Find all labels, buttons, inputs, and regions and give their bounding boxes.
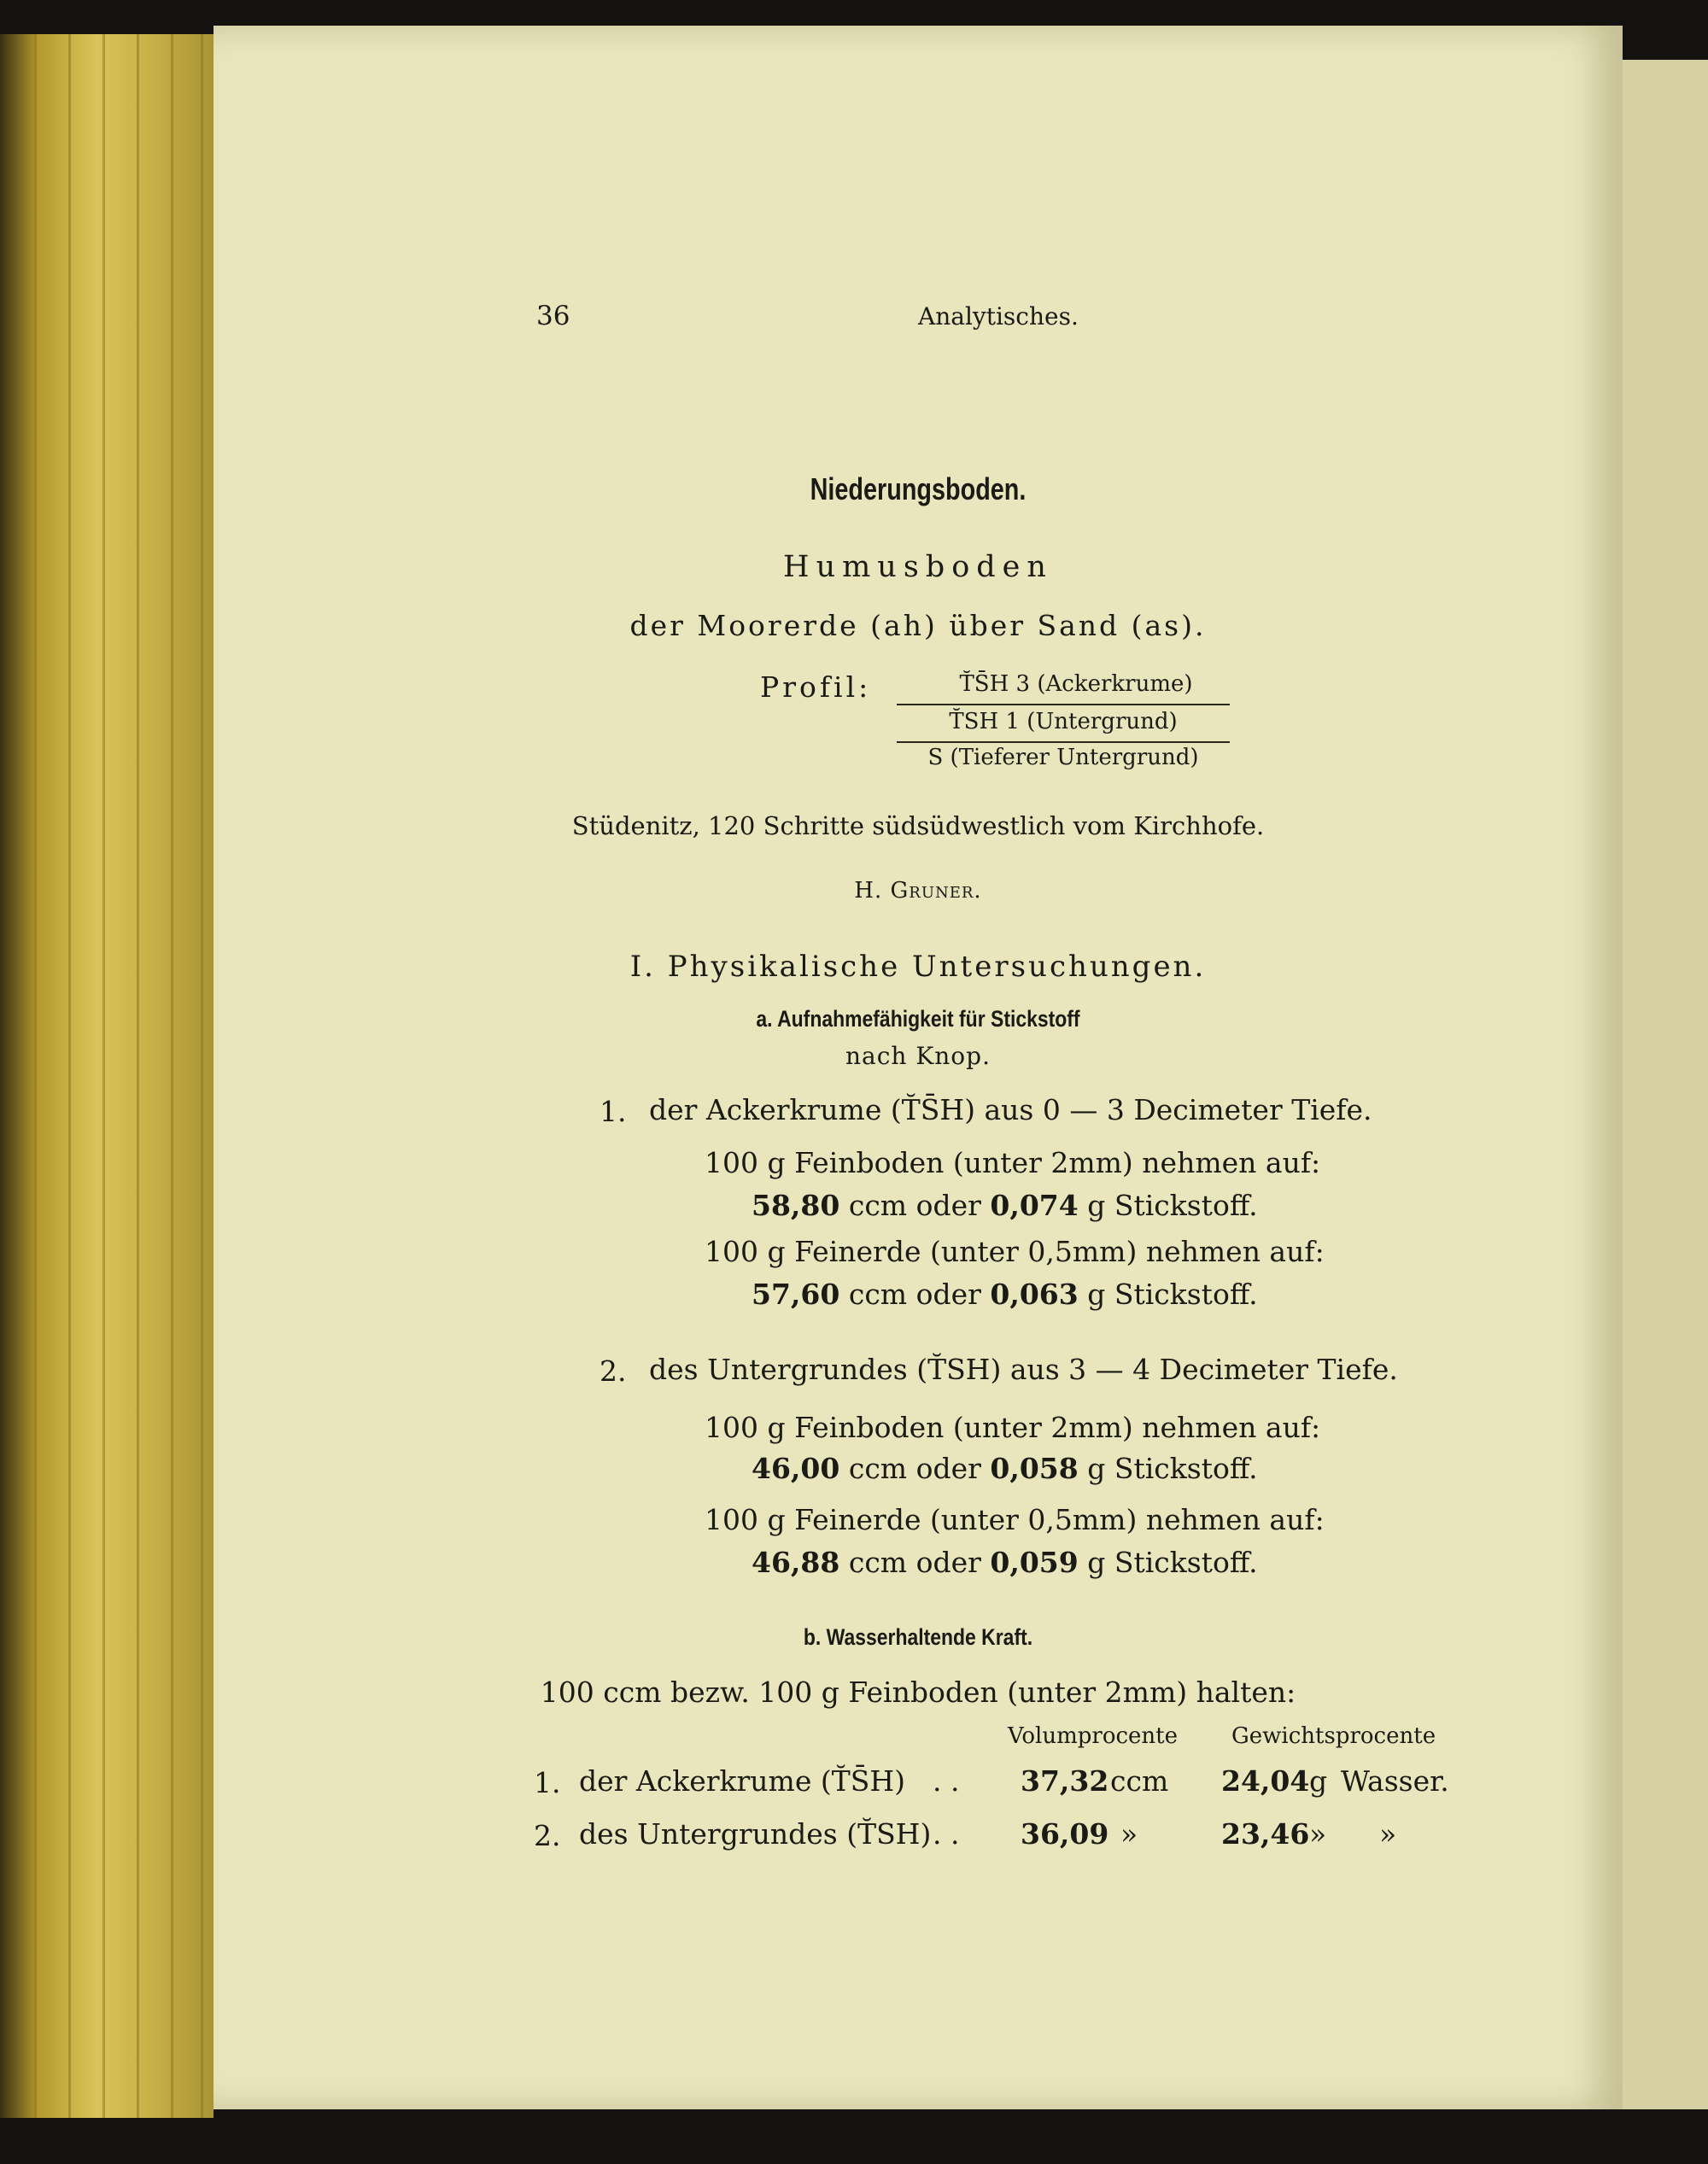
gram-value: 0,074 (990, 1189, 1079, 1222)
ccm-unit-text: ccm oder (848, 1278, 981, 1311)
volume-value: 37,32 (1021, 1764, 1109, 1798)
running-title: Analytisches. (918, 302, 1079, 330)
measurement-intro: 100 g Feinboden (unter 2mm) nehmen auf: (705, 1146, 1321, 1179)
ccm-value: 46,00 (752, 1452, 840, 1485)
weight-unit: » (1309, 1817, 1327, 1851)
table-row-number: 2. (534, 1819, 561, 1852)
volume-unit: ccm (1110, 1764, 1169, 1798)
profile-fraction-line (897, 704, 1230, 705)
profile-layer-3: S (Tieferer Untergrund) (927, 745, 1199, 770)
column-header-weight: Gewichtsprocente (1231, 1723, 1436, 1749)
measurement-intro: 100 g Feinerde (unter 0,5mm) nehmen auf: (705, 1503, 1325, 1536)
measurement-result (752, 1278, 1258, 1311)
measurement-result (752, 1189, 1258, 1222)
book-page-edges (0, 34, 214, 2118)
table-row-dots: . . (933, 1764, 960, 1798)
subsection-b-title: b. Wasserhaltende Kraft. (803, 1624, 1033, 1650)
gram-value: 0,063 (990, 1278, 1079, 1311)
gram-unit-text: g Stickstoff. (1087, 1546, 1258, 1579)
volume-unit: » (1120, 1817, 1138, 1851)
item-number: 1. (600, 1095, 627, 1128)
subsection-a-method: nach Knop. (845, 1042, 991, 1070)
item-heading: der Ackerkrume (T̆S̄H) aus 0 — 3 Decimeter Tiefe. (649, 1093, 1372, 1126)
table-row-name: des Untergrundes (T̆SH) (579, 1817, 932, 1851)
measurement-intro: 100 g Feinboden (unter 2mm) nehmen auf: (705, 1411, 1321, 1444)
weight-value: 24,04 (1221, 1764, 1310, 1798)
measurement-intro: 100 g Feinerde (unter 0,5mm) nehmen auf: (705, 1235, 1325, 1268)
row-end-text: » (1379, 1817, 1397, 1851)
gram-value: 0,058 (990, 1452, 1079, 1485)
ccm-unit-text: ccm oder (848, 1452, 981, 1485)
profile-label: Profil: (760, 670, 872, 704)
table-row-number: 1. (534, 1766, 561, 1799)
ccm-unit-text: ccm oder (848, 1189, 981, 1222)
gram-unit-text: g Stickstoff. (1087, 1452, 1258, 1485)
soil-type: Humusboden (783, 550, 1053, 584)
subsection-b-intro: 100 ccm bezw. 100 g Feinboden (unter 2mm) halten: (540, 1676, 1296, 1709)
column-header-volume: Volumprocente (1008, 1723, 1179, 1749)
profile-fraction-line-2 (897, 741, 1230, 743)
profile-layer-1: T̆S̄H 3 (Ackerkrume) (959, 671, 1193, 697)
weight-value: 23,46 (1221, 1817, 1310, 1851)
ccm-value: 57,60 (752, 1278, 840, 1311)
gram-value: 0,059 (990, 1546, 1079, 1579)
document-page (214, 26, 1623, 2109)
location-note: Stüdenitz, 120 Schritte südsüdwestlich vom Kirchhofe. (571, 811, 1265, 840)
table-row-dots: . . (933, 1817, 960, 1851)
table-row-name: der Ackerkrume (T̆S̄H) (579, 1764, 906, 1798)
part-heading: I. Physikalische Untersuchungen. (629, 950, 1207, 984)
adjacent-page (1623, 60, 1708, 2109)
item-number: 2. (600, 1354, 627, 1388)
section-title: Niederungsboden. (810, 471, 1027, 506)
weight-unit: g (1309, 1764, 1328, 1798)
gram-unit-text: g Stickstoff. (1087, 1189, 1258, 1222)
gram-unit-text: g Stickstoff. (1087, 1278, 1258, 1311)
row-end-text: Wasser. (1341, 1764, 1449, 1798)
volume-value: 36,09 (1021, 1817, 1109, 1851)
measurement-result (752, 1452, 1258, 1485)
ccm-value: 46,88 (752, 1546, 840, 1579)
subsection-a-title: a. Aufnahmefähigkeit für Stickstoff (756, 1006, 1080, 1032)
page-number: 36 (536, 301, 570, 331)
item-heading: des Untergrundes (T̆SH) aus 3 — 4 Decimeter Tiefe. (649, 1353, 1398, 1386)
ccm-unit-text: ccm oder (848, 1546, 981, 1579)
measurement-result (752, 1546, 1258, 1579)
author-name: H. Gruner. (854, 878, 982, 904)
soil-subtitle: der Moorerde (ah) über Sand (as). (629, 609, 1207, 642)
profile-layer-2: T̆SH 1 (Untergrund) (949, 709, 1178, 734)
ccm-value: 58,80 (752, 1189, 840, 1222)
